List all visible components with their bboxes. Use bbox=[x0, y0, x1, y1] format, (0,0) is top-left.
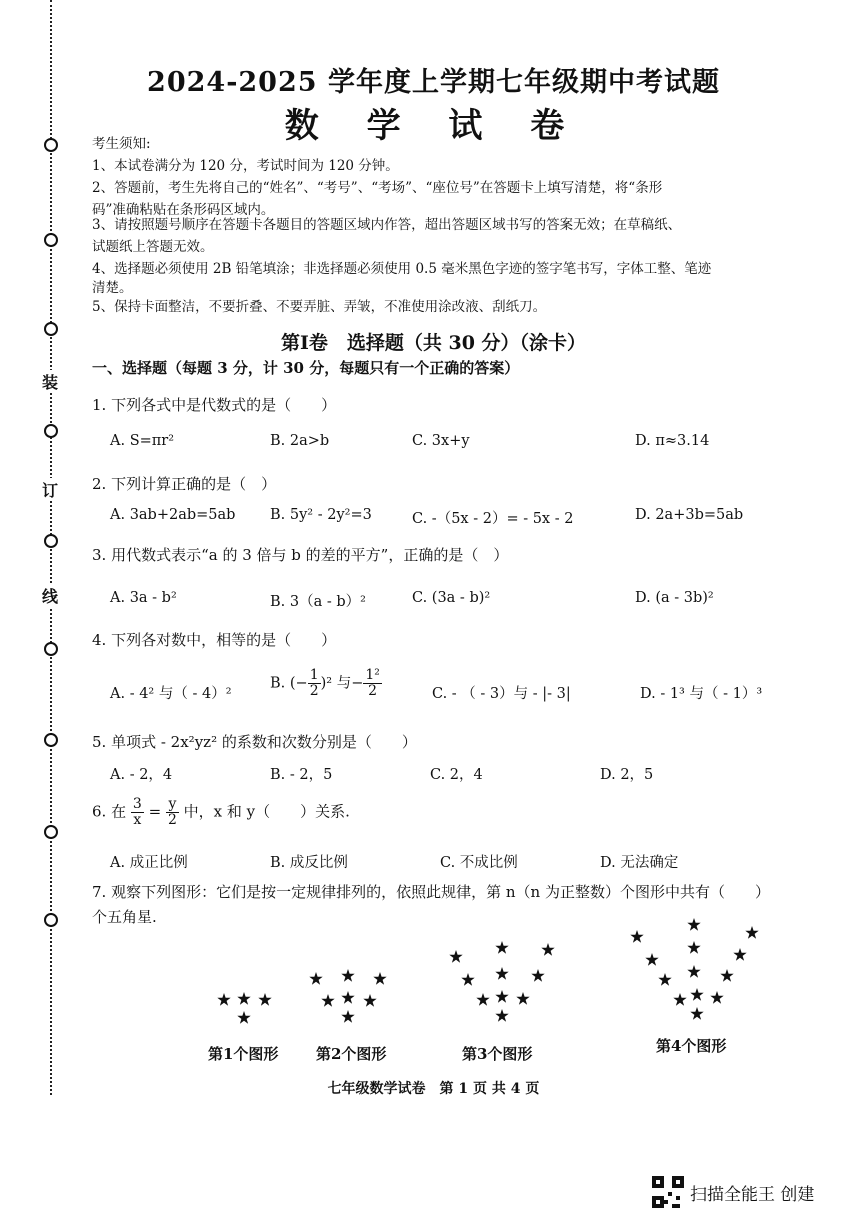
notice-line: 1、本试卷满分为 120 分，考试时间为 120 分钟。 bbox=[92, 158, 399, 174]
question-7-stem-cont: 个五角星. bbox=[92, 908, 157, 926]
star-icon bbox=[321, 994, 334, 1007]
star-icon bbox=[309, 972, 322, 985]
q6-option-b: B. 成反比例 bbox=[270, 855, 348, 871]
star-icon bbox=[541, 943, 554, 956]
star-icon bbox=[645, 953, 658, 966]
star-icon bbox=[687, 941, 700, 954]
star-icon bbox=[687, 918, 700, 931]
star-icon bbox=[237, 1011, 250, 1024]
fraction: $\frac{3}{x}$ bbox=[132, 796, 142, 828]
q1-option-c: C. 3x+y bbox=[412, 433, 470, 449]
q4-option-c: C. - （ - 3）与 - |- 3| bbox=[432, 686, 571, 702]
q6-option-a: A. 成正比例 bbox=[110, 855, 188, 871]
star-icon bbox=[733, 948, 746, 961]
fraction: $\frac{1}{2}$ bbox=[309, 667, 319, 699]
q1-option-a: A. S=πr² bbox=[110, 433, 175, 449]
q2-option-b: B. 5y² - 2y²=3 bbox=[270, 507, 372, 523]
q4-option-d: D. - 1³ 与（ - 1）³ bbox=[640, 686, 763, 702]
binder-char-ding: 订 bbox=[42, 478, 58, 501]
star-icon bbox=[531, 969, 544, 982]
figure-3 bbox=[449, 941, 554, 1022]
star-icon bbox=[720, 969, 733, 982]
figure-2 bbox=[309, 969, 386, 1023]
q1-option-b: B. 2a>b bbox=[270, 433, 330, 449]
star-icon bbox=[710, 991, 723, 1004]
fraction: $\frac{\text{1²}}{2}$ bbox=[365, 667, 380, 699]
q2-option-d: D. 2a+3b=5ab bbox=[635, 507, 744, 523]
star-icon bbox=[690, 1007, 703, 1020]
part-heading: 一、选择题（每题 3 分，计 30 分，每题只有一个正确的答案） bbox=[92, 359, 520, 377]
q6-option-d: D. 无法确定 bbox=[600, 855, 679, 871]
exam-subtitle: 数 学 试 卷 bbox=[284, 106, 583, 146]
q5-option-a: A. - 2，4 bbox=[110, 767, 173, 783]
binder-char-xian: 线 bbox=[42, 584, 58, 607]
star-icon bbox=[341, 991, 354, 1004]
figure-1 bbox=[217, 992, 271, 1024]
star-icon bbox=[673, 993, 686, 1006]
q3-option-b: B. 3（a - b）² bbox=[270, 594, 366, 610]
figure-caption-4: 第4个图形 bbox=[656, 1037, 727, 1055]
section-title: 第Ⅰ卷 选择题（共 30 分）（涂卡） bbox=[280, 332, 587, 354]
figure-caption-1: 第1个图形 bbox=[208, 1045, 279, 1063]
star-icon bbox=[630, 930, 643, 943]
star-icon bbox=[476, 993, 489, 1006]
notice-heading: 考生须知: bbox=[92, 136, 151, 152]
star-icon bbox=[495, 1009, 508, 1022]
star-icon bbox=[341, 1010, 354, 1023]
star-icon bbox=[217, 993, 230, 1006]
figure-caption-2: 第2个图形 bbox=[316, 1045, 387, 1063]
q5-option-b: B. - 2，5 bbox=[270, 767, 333, 783]
question-7-stem: 7. 观察下列图形：它们是按一定规律排列的，依照此规律，第 n（n 为正整数）个图形中共有（ ） bbox=[92, 883, 770, 901]
q2-option-a: A. 3ab+2ab=5ab bbox=[110, 507, 236, 523]
star-icon bbox=[687, 965, 700, 978]
notice-line: 5、保持卡面整洁，不要折叠、不要弄脏、弄皱，不准使用涂改液、刮纸刀。 bbox=[92, 299, 547, 315]
notice-line: 2、答题前，考生先将自己的“姓名”、“考号”、“考场”、“座位号”在答题卡上填写清楚，将“条形 bbox=[92, 180, 663, 196]
star-icon bbox=[495, 941, 508, 954]
exam-title: 2024-2025 学年度上学期七年级期中考试题 bbox=[147, 67, 720, 98]
star-icon bbox=[449, 950, 462, 963]
q5-option-c: C. 2，4 bbox=[430, 767, 483, 783]
star-icon bbox=[363, 994, 376, 1007]
notice-line: 4、选择题必须使用 2B 铅笔填涂；非选择题必须使用 0.5 毫米黑色字迹的签字笔书写，字体工整、笔迹 bbox=[92, 261, 712, 277]
q5-option-d: D. 2，5 bbox=[600, 767, 654, 783]
q4-option-a: A. - 4² 与（ - 4）² bbox=[110, 686, 232, 702]
figure-caption-3: 第3个图形 bbox=[462, 1045, 533, 1063]
notice-line: 试题纸上答题无效。 bbox=[92, 239, 214, 255]
question-5-stem: 5. 单项式 - 2x²yz² 的系数和次数分别是（ ） bbox=[92, 733, 417, 751]
question-1-stem: 1. 下列各式中是代数式的是（ ） bbox=[92, 396, 337, 414]
question-3-stem: 3. 用代数式表示“a 的 3 倍与 b 的差的平方”，正确的是（ ） bbox=[92, 546, 509, 564]
star-icon bbox=[373, 972, 386, 985]
star-icon bbox=[516, 992, 529, 1005]
figure-4 bbox=[630, 918, 758, 1020]
qr-code-icon bbox=[652, 1176, 684, 1208]
q2-option-c: C. -（5x - 2）= - 5x - 2 bbox=[412, 511, 574, 527]
question-2-stem: 2. 下列计算正确的是（ ） bbox=[92, 475, 277, 493]
star-icon bbox=[237, 992, 250, 1005]
q3-option-d: D. (a - 3b)² bbox=[635, 590, 714, 606]
page-footer: 七年级数学试卷 第 1 页 共 4 页 bbox=[327, 1081, 540, 1097]
q3-option-a: A. 3a - b² bbox=[110, 590, 177, 606]
star-icon bbox=[258, 993, 271, 1006]
notice-line: 3、请按照题号顺序在答题卡各题目的答题区域内作答，超出答题区域书写的答案无效；在草稿纸、 bbox=[92, 217, 682, 233]
q3-option-c: C. (3a - b)² bbox=[412, 590, 491, 606]
star-icon bbox=[690, 988, 703, 1001]
notice-line: 码”准确粘贴在条形码区域内。 bbox=[92, 202, 275, 218]
star-icon bbox=[658, 973, 671, 986]
star-icon bbox=[495, 967, 508, 980]
q6-option-c: C. 不成比例 bbox=[440, 855, 518, 871]
question-4-stem: 4. 下列各对数中，相等的是（ ） bbox=[92, 631, 337, 649]
star-icon bbox=[341, 969, 354, 982]
star-icon bbox=[495, 990, 508, 1003]
q1-option-d: D. π≈3.14 bbox=[635, 433, 710, 449]
star-icon bbox=[461, 973, 474, 986]
question-6-stem: 6. 在 $\frac{3}{x}$ = $\frac{y}{2}$ 中，x 和 y（ ）关系. bbox=[92, 796, 350, 828]
notice-line: 清楚。 bbox=[92, 280, 133, 296]
scanner-watermark: 扫描全能王 创建 bbox=[690, 1185, 815, 1205]
star-icon bbox=[745, 926, 758, 939]
q4-option-b: B. (− $\frac{1}{2}$ )² 与− $\frac{\text{1²}}{2}$ bbox=[270, 667, 380, 699]
fraction: $\frac{y}{2}$ bbox=[167, 796, 177, 828]
binder-char-zhuang: 装 bbox=[42, 370, 58, 393]
